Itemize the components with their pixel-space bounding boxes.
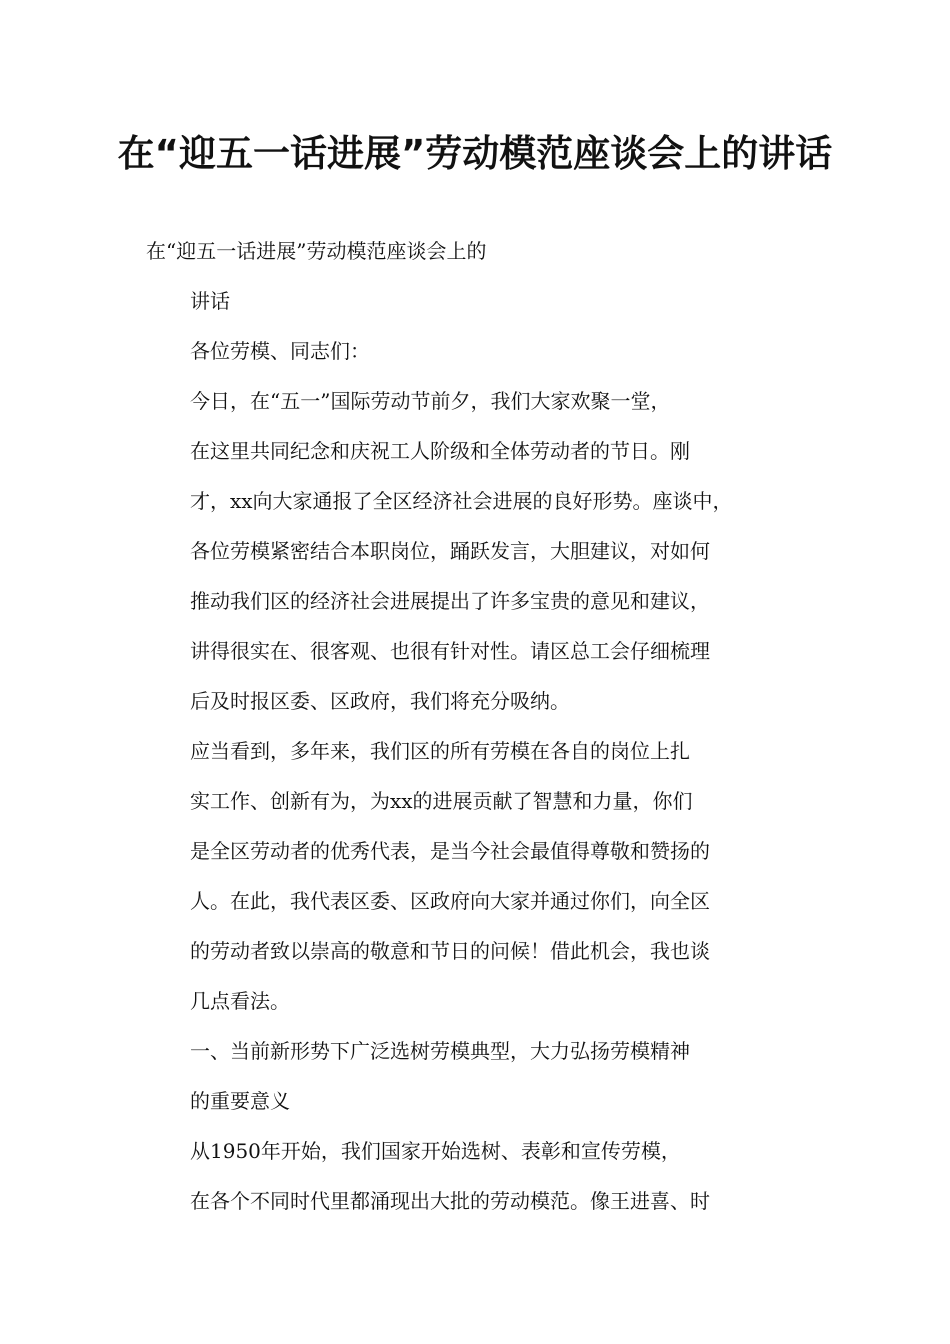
text-line: 的劳动者致以崇高的敬意和节日的问候！借此机会，我也谈 bbox=[190, 939, 710, 963]
text-line: 在这里共同纪念和庆祝工人阶级和全体劳动者的节日。刚 bbox=[190, 439, 690, 463]
text-line: 实工作、创新有为，为xx的进展贡献了智慧和力量，你们 bbox=[190, 789, 693, 813]
section-heading: 的重要意义 bbox=[190, 1089, 290, 1113]
text-line: 应当看到，多年来，我们区的所有劳模在各自的岗位上扎 bbox=[190, 739, 690, 763]
text-line: 在“迎五一话进展”劳动模范座谈会上的 bbox=[146, 239, 487, 263]
text-line: 才，xx向大家通报了全区经济社会进展的良好形势。座谈中， bbox=[190, 489, 733, 513]
text-line: 推动我们区的经济社会进展提出了许多宝贵的意见和建议， bbox=[190, 589, 710, 613]
text-line: 后及时报区委、区政府，我们将充分吸纳。 bbox=[190, 689, 570, 713]
text-line: 今日，在“五一”国际劳动节前夕，我们大家欢聚一堂， bbox=[190, 389, 671, 413]
text-line: 讲得很实在、很客观、也很有针对性。请区总工会仔细梳理 bbox=[190, 639, 710, 663]
text-line: 人。在此，我代表区委、区政府向大家并通过你们，向全区 bbox=[190, 889, 710, 913]
section-heading: 一、当前新形势下广泛选树劳模典型，大力弘扬劳模精神 bbox=[190, 1039, 690, 1063]
text-line: 各位劳模、同志们： bbox=[190, 339, 370, 363]
document-title: 在“迎五一话进展”劳动模范座谈会上的讲话 bbox=[117, 132, 833, 175]
text-line: 是全区劳动者的优秀代表，是当今社会最值得尊敬和赞扬的 bbox=[190, 839, 710, 863]
text-line: 从1950年开始，我们国家开始选树、表彰和宣传劳模， bbox=[190, 1139, 681, 1163]
text-line: 讲话 bbox=[190, 289, 230, 313]
text-line: 几点看法。 bbox=[190, 989, 290, 1013]
text-line: 在各个不同时代里都涌现出大批的劳动模范。像王进喜、时 bbox=[190, 1189, 710, 1213]
text-line: 各位劳模紧密结合本职岗位，踊跃发言，大胆建议，对如何 bbox=[190, 539, 710, 563]
